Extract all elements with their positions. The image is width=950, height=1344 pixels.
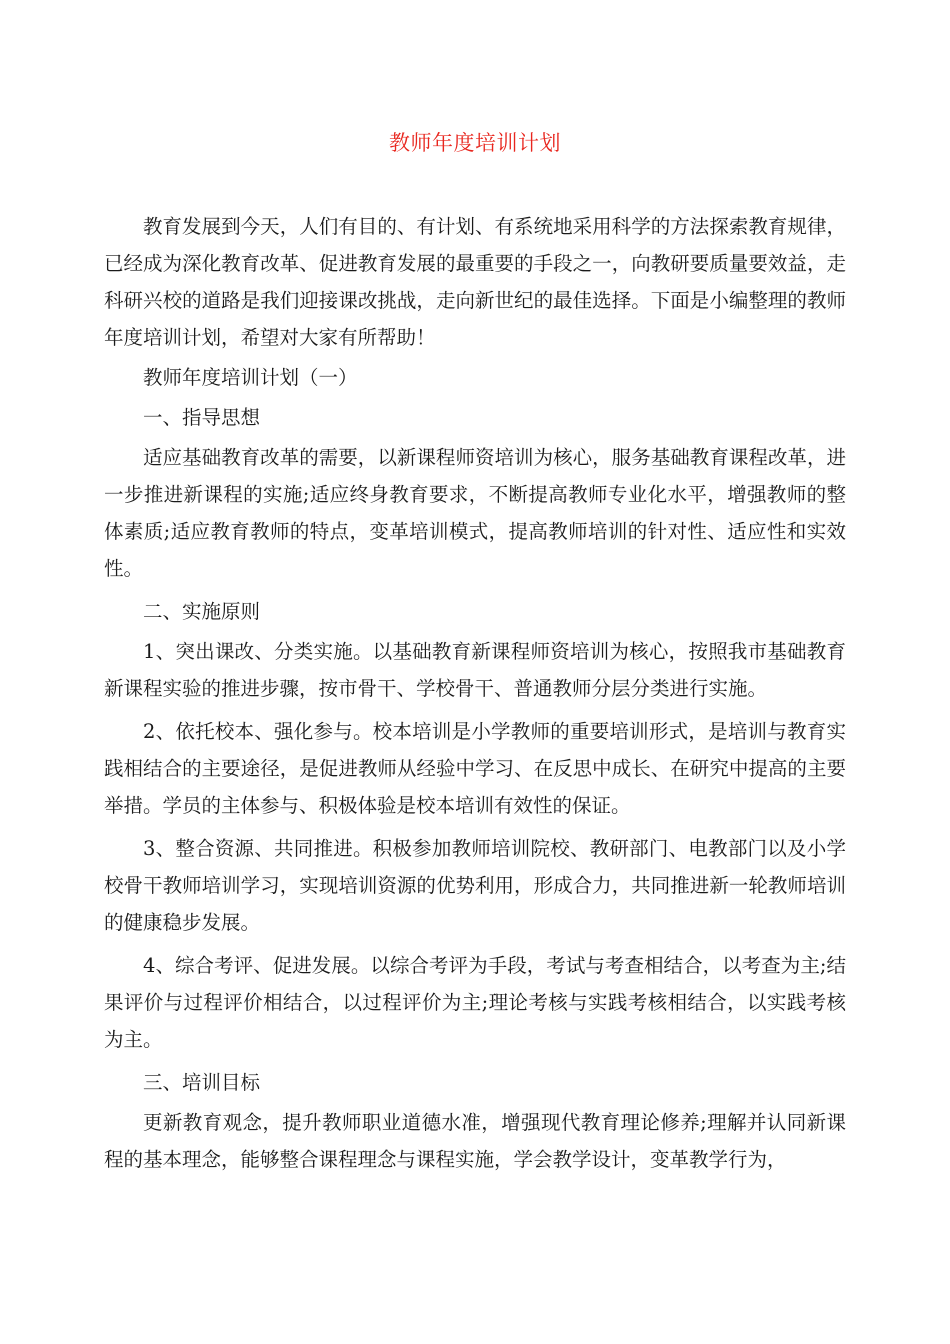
plan-heading: 教师年度培训计划（一） [143,366,358,389]
section-heading-guiding-ideology: 一、指导思想 [143,406,261,429]
intro-paragraph: 教育发展到今天，人们有目的、有计划、有系统地采用科学的方法探索教育规律，已经成为深化教育改革、促进教育发展的最重要的手段之一，向教研要质量要效益，走科研兴校的道路是我们迎接课改挑战，走向新世纪的最佳选择。下面是小编整理的教师年度培训计划，希望对大家有所帮助！ [104,215,846,349]
document-title: 教师年度培训计划 [389,131,561,155]
guiding-ideology-paragraph: 适应基础教育改革的需要，以新课程师资培训为核心，服务基础教育课程改革，进一步推进新课程的实施;适应终身教育要求，不断提高教师专业化水平，增强教师的整体素质;适应教育教师的特点，变革培训模式，提高教师培训的针对性、适应性和实效性。 [104,446,846,580]
training-goals-paragraph: 更新教育观念，提升教师职业道德水准，增强现代教育理论修养;理解并认同新课程的基本理念，能够整合课程理念与课程实施，学会教学设计，变革教学行为， [104,1111,846,1171]
section-heading-training-goals: 三、培训目标 [143,1071,261,1094]
principle-2-paragraph: 2、依托校本、强化参与。校本培训是小学教师的重要培训形式，是培训与教育实践相结合的主要途径，是促进教师从经验中学习、在反思中成长、在研究中提高的主要举措。学员的主体参与、积极体验是校本培训有效性的保证。 [104,720,846,817]
principle-4-paragraph: 4、综合考评、促进发展。以综合考评为手段，考试与考查相结合，以考查为主;结果评价与过程评价相结合，以过程评价为主;理论考核与实践考核相结合，以实践考核为主。 [104,954,846,1051]
section-heading-principles: 二、实施原则 [143,600,261,623]
document-body [104,208,846,1178]
principle-1-paragraph: 1、突出课改、分类实施。以基础教育新课程师资培训为核心，按照我市基础教育新课程实验的推进步骤，按市骨干、学校骨干、普通教师分层分类进行实施。 [104,640,846,700]
principle-3-paragraph: 3、整合资源、共同推进。积极参加教师培训院校、教研部门、电教部门以及小学校骨干教师培训学习，实现培训资源的优势利用，形成合力，共同推进新一轮教师培训的健康稳步发展。 [104,837,846,934]
